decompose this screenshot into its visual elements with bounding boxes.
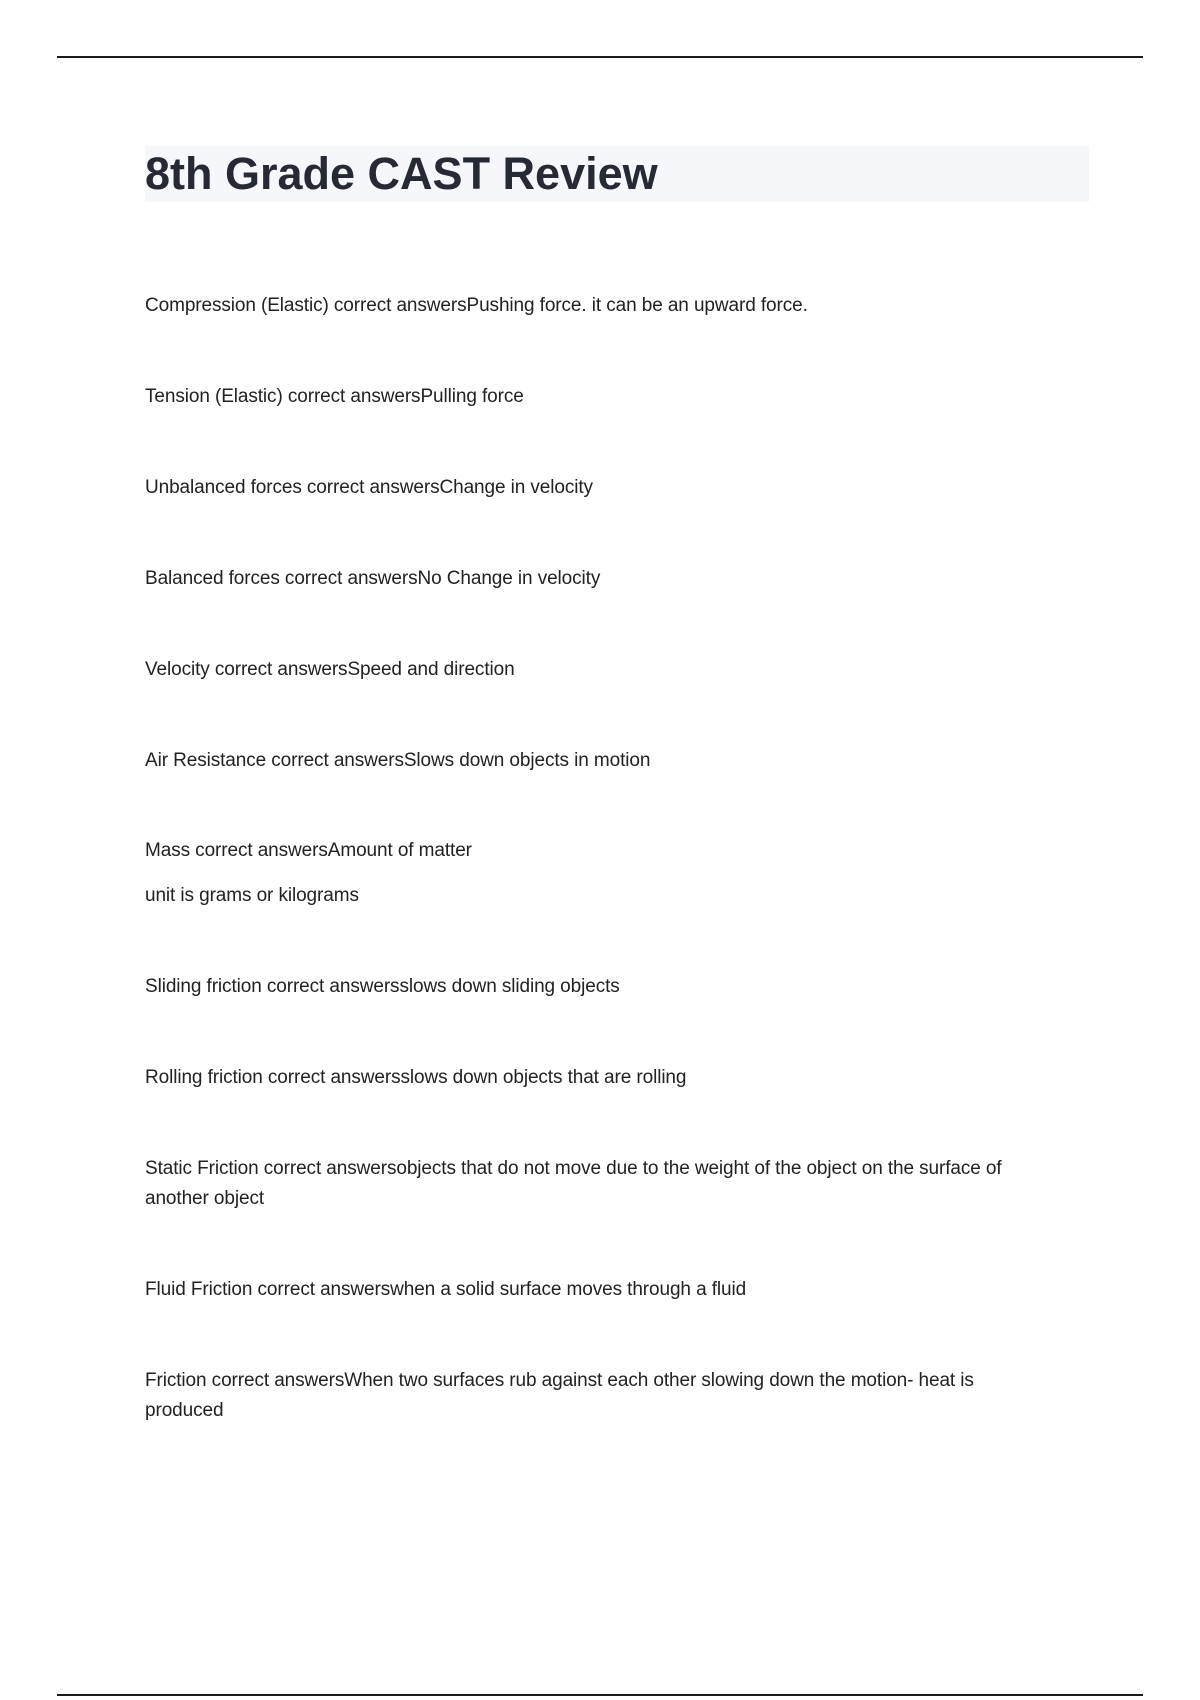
- entry-text: Air Resistance correct answersSlows down objects in motion: [145, 750, 651, 771]
- entry-text: Balanced forces correct answersNo Change in velocity: [145, 568, 601, 589]
- entry-text: Fluid Friction correct answerswhen a solid surface moves through a fluid: [145, 1279, 747, 1300]
- bottom-rule: [57, 1694, 1143, 1696]
- entry-air-resistance: [145, 746, 1089, 776]
- entry-text-line-1: Friction correct answersWhen two surfaces rub against each other slowing down the motion- heat is: [145, 1370, 974, 1391]
- document-title: 8th Grade CAST Review: [145, 148, 658, 199]
- entry-text-line-2: another object: [145, 1188, 265, 1209]
- entry-subtext: unit is grams or kilograms: [145, 885, 359, 906]
- entry-text: Rolling friction correct answersslows down objects that are rolling: [145, 1067, 687, 1088]
- entry-text: Mass correct answersAmount of matter: [145, 840, 472, 861]
- entry-friction: [145, 1366, 1089, 1426]
- entry-unbalanced-forces: [145, 473, 1089, 503]
- entry-text: Velocity correct answersSpeed and direction: [145, 659, 515, 680]
- entry-fluid-friction: [145, 1275, 1089, 1305]
- entry-compression: [145, 291, 1089, 321]
- entry-tension: [145, 382, 1089, 412]
- entry-text-line-1: Static Friction correct answersobjects that do not move due to the weight of the object on the surface of: [145, 1158, 1002, 1179]
- entry-balanced-forces: [145, 564, 1089, 594]
- entry-mass: [145, 836, 1089, 911]
- entry-text: Compression (Elastic) correct answersPushing force. it can be an upward force.: [145, 295, 808, 316]
- entry-text: Tension (Elastic) correct answersPulling force: [145, 386, 524, 407]
- entry-rolling-friction: [145, 1063, 1089, 1093]
- entry-static-friction: [145, 1154, 1089, 1214]
- entry-velocity: [145, 655, 1089, 685]
- top-rule: [57, 56, 1143, 58]
- entry-text-line-2: produced: [145, 1400, 224, 1421]
- entry-sliding-friction: [145, 972, 1089, 1002]
- entry-text: Unbalanced forces correct answersChange in velocity: [145, 477, 593, 498]
- entry-text: Sliding friction correct answersslows down sliding objects: [145, 976, 620, 997]
